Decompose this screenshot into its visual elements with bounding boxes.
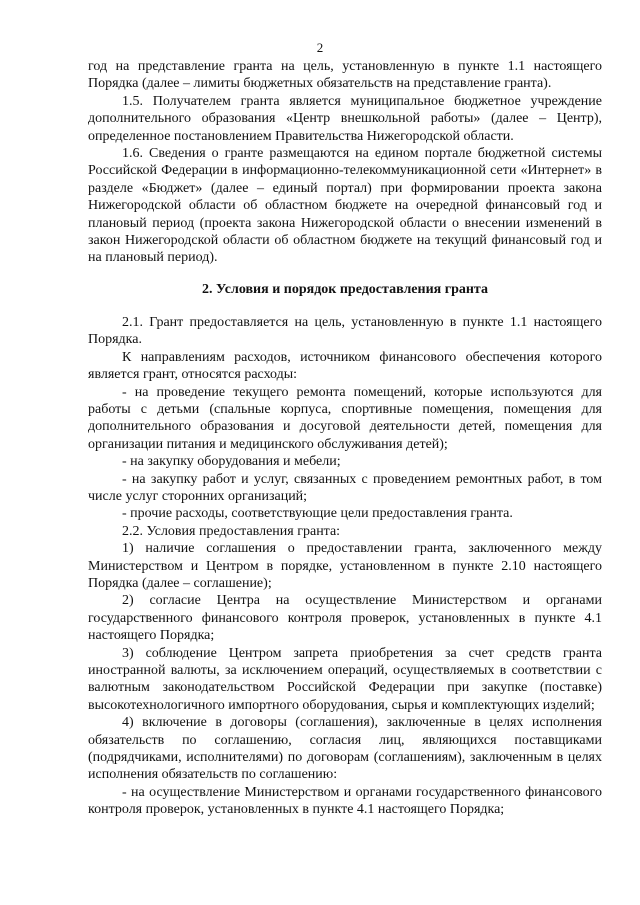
condition-3: 3) соблюдение Центром запрета приобретения за счет средств гранта иностранной валюты, за исключением операций, осуществляемых в соответствии с валютным законодательством Российской Федерации при закупке (поставке) высокотехнологичного импортного оборудования, сырья и комплектующих изделий;	[88, 645, 602, 713]
document-body	[88, 58, 602, 819]
condition-4-subitem: - на осуществление Министерством и органами государственного финансового контроля проверок, установленных в пункте 4.1 настоящего Порядка;	[88, 784, 602, 818]
list-item-equipment: - на закупку оборудования и мебели;	[122, 454, 341, 470]
paragraph-2-1: 2.1. Грант предоставляется на цель, установленную в пункте 1.1 настоящего Порядка.	[88, 314, 602, 348]
condition-2: 2) согласие Центра на осуществление Министерством и органами государственного финансового контроля проверок, установленных в пункте 4.1 настоящего Порядка;	[88, 593, 602, 644]
paragraph-1-6: 1.6. Сведения о гранте размещаются на едином портале бюджетной системы Российской Федерации в информационно-телекоммуникационной сети «Интернет» в разделе «Бюджет» (далее – единый портал) при формировании проекта закона Нижегородской области об областном бюджете на очередной финансовый год и плановый период (проекта закона Нижегородской области о внесении изменений в закон Нижегородской области об областном бюджете на текущий финансовый год и на плановый период).	[88, 146, 602, 266]
condition-4: 4) включение в договоры (соглашения), заключенные в целях исполнения обязательств по соглашению, согласия лиц, являющихся поставщиками (подрядчиками, исполнителями) по договорам (соглашениям), заключенным в целях исполнения обязательств по соглашению:	[88, 715, 602, 783]
paragraph-2-2: 2.2. Условия предоставления гранта:	[122, 523, 341, 539]
condition-1: 1) наличие соглашения о предоставлении гранта, заключенного между Министерством и Центром в порядке, установленном в пункте 2.10 настоящего Порядка (далее – соглашение);	[88, 541, 602, 591]
list-item-other-expenses: - прочие расходы, соответствующие цели предоставления гранта.	[122, 506, 513, 522]
list-item-works-services: - на закупку работ и услуг, связанных с проведением ремонтных работ, в том числе услуг сторонних организаций;	[88, 471, 602, 504]
list-item-repair: - на проведение текущего ремонта помещений, которые используются для работы с детьми (спальные корпуса, спортивные помещения, помещения для дополнительного образования и досуговой деятельности детей, помещения для организации питания и медицинского обслуживания детей);	[88, 384, 602, 452]
section-heading: 2. Условия и порядок предоставления гранта	[202, 281, 488, 297]
page-number: 2	[316, 40, 324, 55]
paragraph-continuation: год на представление гранта на цель, установленную в пункте 1.1 настоящего Порядка (далее – лимиты бюджетных обязательств на представление гранта).	[88, 59, 602, 92]
paragraph-1-5: 1.5. Получателем гранта является муниципальное бюджетное учреждение дополнительного образования «Центр внешкольной работы» (далее – Центр), определенное постановлением Правительства Нижегородской области.	[88, 93, 602, 144]
paragraph-expense-directions: К направлениям расходов, источником финансового обеспечения которого является грант, относятся расходы:	[88, 349, 602, 383]
